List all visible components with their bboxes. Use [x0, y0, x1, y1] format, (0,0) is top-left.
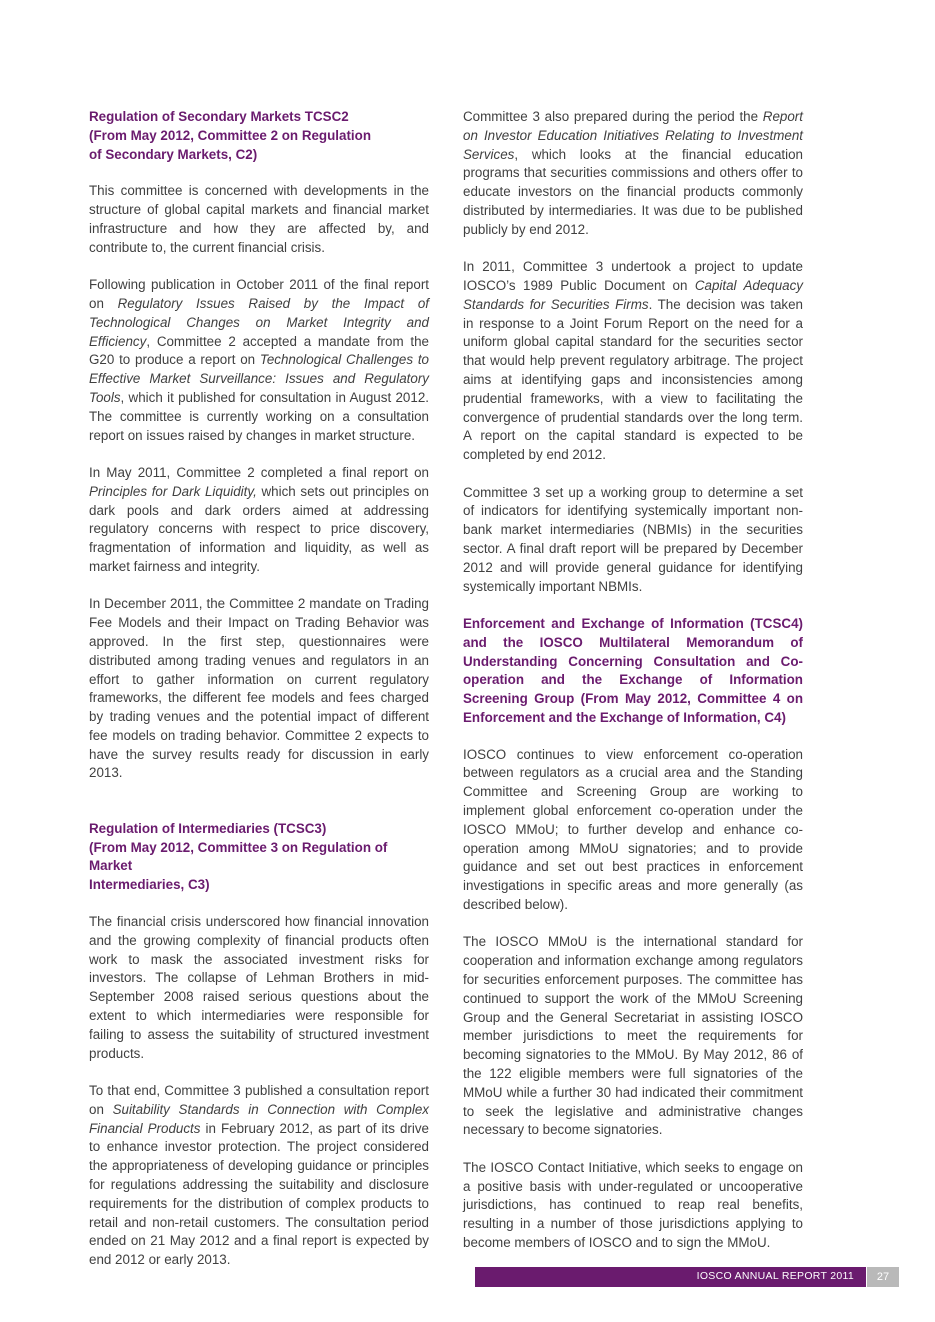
section-heading-tcsc2 [89, 108, 429, 164]
paragraph: In May 2011, Committee 2 completed a final report on Principles for Dark Liquidity, which sets out principles on dark pools and dark orders aimed at addressing regulatory concerns with respect to price discovery, fragmentation of information and liquidity, as well as market fairness and integrity. [89, 464, 430, 574]
paragraph: The financial crisis underscored how financial innovation and the growing complexity of financial products often work to mask the associated investment risks for investors. The collapse of Lehman Brothers in mid-September 2008 raised serious questions about the extent to which intermediaries were responsible for failing to assess the suitability of structured investment products. [89, 914, 429, 1061]
report-title: Technological Challenges to Effective Market Surveillance: Issues and Regulatory Tools [89, 352, 429, 405]
report-title: Regulatory Issues Raised by the Impact of Technological Changes on Market Integrity and Efficiency [89, 295, 429, 349]
paragraph: In 2011, Committee 3 undertook a project to update IOSCO’s 1989 Public Document on Capital Adequacy Standards for Securities Firms. The decision was taken in response to a Joint Forum Report on the need for a uniform global capital standard for the securities sector that would help prevent regulatory arbitrage. The project aims at identifying gaps and inconsistencies among prudential frameworks, with a view to facilitating the convergence of prudential standards over the long term. A report on the capital standard is expected to be completed by end 2012. [463, 259, 804, 463]
footer-bar [475, 1267, 866, 1287]
heading-line: (From May 2012, Committee 3 on Regulation of Market [89, 839, 388, 874]
heading-line: Regulation of Secondary Markets TCSC2 [89, 109, 349, 124]
heading-line: Regulation of Intermediaries (TCSC3) [89, 820, 327, 836]
paragraph: In December 2011, the Committee 2 mandate on Trading Fee Models and their Impact on Trading Behavior was approved. In the first step, questionnaires were distributed among trading venues and regulators in an effort to gather information on current regulatory frameworks, the different fee models and fees charged by trading venues and the potential impact of different fee models on trading behavior. Committee 2 expects to have the survey results ready for discussion in early 2013. [89, 596, 429, 781]
paragraph: IOSCO continues to view enforcement co-operation between regulators as a crucial area and the Standing Committee and Screening Group are working to implement global enforcement co-operation under the IOSCO MMoU; to further develop and enhance co-operation among MMoU signatories; and to provide guidance and set out best practices in enforcement investigations in specific areas and more generally (as described below). [463, 746, 803, 913]
paragraph: To that end, Committee 3 published a consultation report on Suitability Standards in Connection with Complex Financial Products in February 2012, as part of its drive to enhance investor protection. The project considered the appropriateness of developing guidance or principles for regulations addressing the suitability and disclosure requirements for the distribution of complex products to retail and non-retail customers. The consultation period ended on 21 May 2012 and a final report is expected by end 2012 or early 2013. [89, 1083, 430, 1268]
report-title: Capital Adequacy Standards for Securities Firms [463, 277, 804, 312]
page-number: 27 [867, 1267, 899, 1287]
section-heading-tcsc4: Enforcement and Exchange of Information (TCSC4) and the IOSCO Multilateral Memorandum of Understanding Concerning Consultation and Co-operation and the Exchange of Information Screening Group (From May 2012, Committee 4 on Enforcement and the Exchange of Information, C4) [463, 615, 803, 725]
heading-line: Intermediaries, C3) [89, 877, 210, 893]
report-title: Principles for Dark Liquidity, [89, 483, 257, 499]
paragraph: Committee 3 set up a working group to determine a set of indicators for identifying systemically important non-bank market intermediaries (NBMIs) in the securities sector. A final draft report will be prepared by December 2012 and will provide general guidance for identifying systemically important NBMIs. [463, 484, 803, 594]
heading-line: of Secondary Markets, C2) [89, 146, 258, 162]
paragraph: The IOSCO MMoU is the international standard for cooperation and information exchange among regulators for securities enforcement purposes. The committee has continued to support the work of the MMoU Screening Group and the General Secretariat in assisting IOSCO member jurisdictions to meet the requirements for becoming signatories to the MMoU. By May 2012, 86 of the 122 eligible members were full signatories of the MMoU while a further 30 had indicated their commitment to seek the legislative and administrative changes necessary to become signatories. [463, 934, 803, 1138]
footer-report-title: IOSCO ANNUAL REPORT 2011 [696, 1270, 854, 1282]
report-title: Report on Investor Education Initiatives Relating to Investment Services [463, 109, 803, 162]
report-title: Suitability Standards in Connection with Complex Financial Products [89, 1101, 429, 1136]
paragraph: The IOSCO Contact Initiative, which seeks to engage on a positive basis with under-regulated or uncooperative jurisdictions, has continued to reap real benefits, resulting in a number of those jurisdictions applying to become members of IOSCO and to sign the MMoU. [463, 1159, 803, 1250]
heading-line: (From May 2012, Committee 2 on Regulation [89, 127, 372, 143]
left-column [89, 108, 429, 1289]
paragraph: This committee is concerned with developments in the structure of global capital markets and financial market infrastructure and how they are affected by, and contribute to, the current financial crisis. [89, 183, 429, 255]
section-heading-tcsc3 [89, 820, 429, 895]
right-column [463, 108, 803, 1271]
paragraph: Following publication in October 2011 of the final report on Regulatory Issues Raised by the Impact of Technological Changes on Market Integrity and Efficiency, Committee 2 accepted a mandate from the G20 to produce a report on Technological Challenges to Effective Market Surveillance: Issues and Regulatory Tools, which it published for consultation in August 2012. The committee is currently working on a consultation report on issues raised by changes in market structure. [89, 277, 429, 443]
paragraph: Committee 3 also prepared during the period the Report on Investor Education Initiatives Relating to Investment Services, which looks at the financial education programs that securities commissions and others offer to educate investors on the financial products commonly distributed by intermediaries. It was due to be published publicly by end 2012. [463, 109, 803, 237]
